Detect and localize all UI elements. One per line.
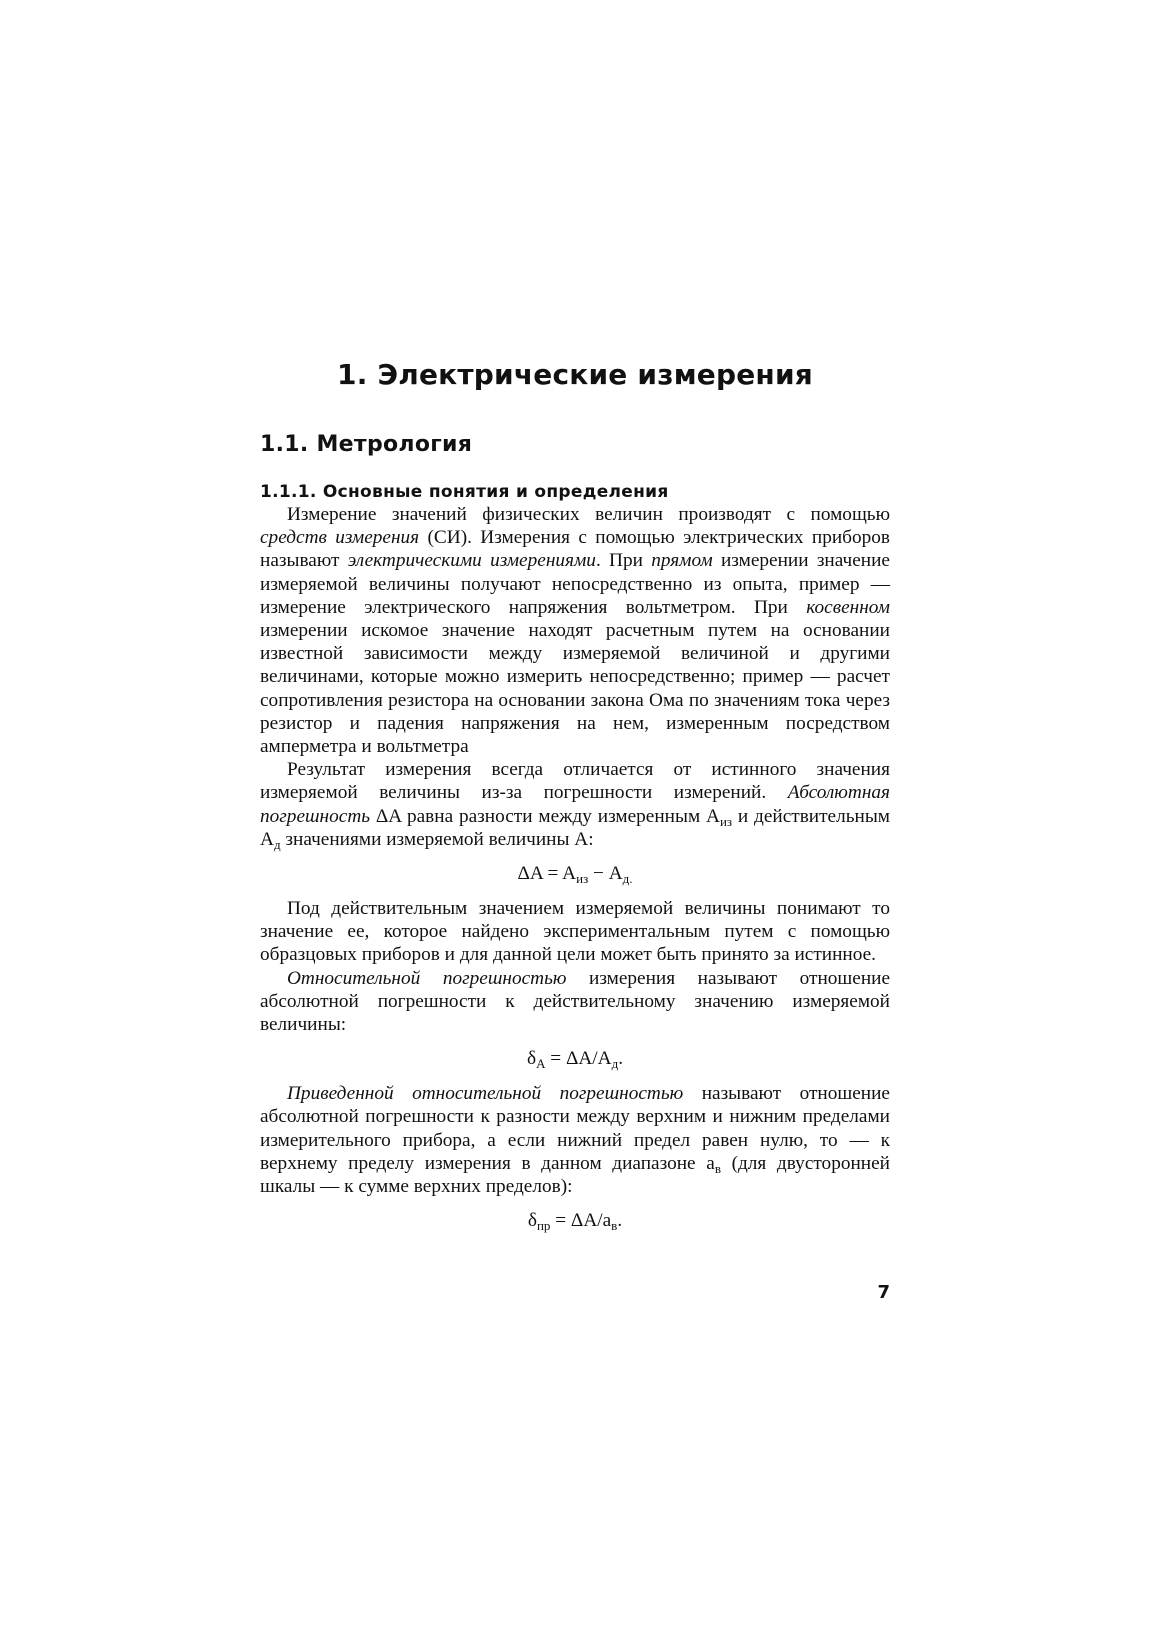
- formula-part: δ: [527, 1210, 537, 1232]
- chapter-title: 1. Электрические измерения: [337, 358, 813, 391]
- paragraph-text: измерении искомое значение находят расчетным путем на основании известной зависимости между измеряемой величиной и другими величинами, которые можно измерить непосредственно; пример — расчет сопротивления резистора на основании закона Ома по значениям тока через резистор и падения напряжения на нем, измеренным посредством амперметра и вольтметра: [260, 620, 890, 758]
- term-measuring-instruments: средств измерения: [260, 527, 420, 549]
- formula-relative-error: [260, 1047, 890, 1071]
- paragraph-absolute-error: [260, 758, 890, 851]
- paragraph-text: значениями измеряемой величины A:: [280, 828, 594, 850]
- paragraph-text: . При: [595, 550, 652, 572]
- paragraph-text: Под действительным значением измеряемой величины понимают то значение ее, которое найдено экспериментальным путем с помощью образцовых приборов и для данной цели может быть принято за истинное.: [260, 898, 890, 966]
- formula-part: ΔA = A: [517, 863, 577, 885]
- paragraph-text: и действительным A: [260, 805, 890, 850]
- subscript: в: [611, 1218, 618, 1234]
- paragraph-text: ΔA равна разности между измеренным A: [370, 805, 720, 827]
- term-absolute-error: Абсолютная погрешность: [260, 782, 890, 827]
- formula-reduced-error: [260, 1209, 890, 1233]
- paragraph-text: Измерение значений физических величин производят с помощью: [287, 504, 890, 525]
- formula-part: δ: [526, 1048, 537, 1070]
- formula-part: .: [617, 1210, 623, 1232]
- subscript: из: [719, 813, 733, 829]
- paragraph-text: измерения называют отношение абсолютной погрешности к действительному значению измеряемой величины:: [260, 967, 891, 1036]
- paragraph-actual-value: [260, 897, 890, 967]
- formula-part: = ΔA/a: [550, 1210, 612, 1232]
- paragraph-text: (для двусторонней шкалы — к сумме верхних пределов):: [260, 1152, 890, 1198]
- term-direct: прямом: [651, 550, 713, 572]
- page-number: 7: [877, 1282, 890, 1303]
- term-electrical-measurements: электрическими измерениями: [347, 550, 596, 572]
- paragraph-reduced-error: [260, 1082, 890, 1198]
- term-indirect: косвенном: [806, 596, 890, 618]
- subscript: д: [273, 836, 281, 852]
- term-relative-error: Относительной погрешностью: [287, 967, 567, 989]
- paragraph-relative-error: [260, 967, 890, 1037]
- formula-part: .: [618, 1048, 624, 1070]
- formula-absolute-error: [260, 862, 890, 886]
- paragraph-measurement-types: [260, 503, 890, 758]
- term-reduced-error: Приведенной относительной погрешностью: [287, 1083, 684, 1105]
- subscript: в: [714, 1160, 721, 1176]
- paragraph-text: Результат измерения всегда отличается от истинного значения измеряемой величины из-за погрешности измерений.: [260, 759, 890, 804]
- body-text: [260, 503, 890, 1233]
- paragraph-text: измерении значение измеряемой величины получают непосредственно из опыта, пример — измерение электрического напряжения вольтметром. При: [260, 550, 890, 618]
- subscript: из: [576, 871, 589, 887]
- subscript: A: [536, 1056, 546, 1072]
- formula-part: − A: [588, 863, 623, 885]
- paragraph-text: (СИ). Измерения с помощью электрических приборов называют: [260, 527, 890, 572]
- section-title: 1.1. Метрология: [260, 432, 473, 457]
- paragraph-text: называют отношение абсолютной погрешности к разности между верхним и нижним пределами измерительного прибора, а если нижний предел равен нулю, то — к верхнему пределу измерения в данном диапазоне a: [260, 1083, 890, 1174]
- subscript: д: [611, 1056, 619, 1072]
- subsection-title: 1.1.1. Основные понятия и определения: [260, 482, 669, 502]
- subscript: д.: [622, 871, 633, 887]
- subscript: пр: [536, 1218, 551, 1234]
- formula-part: = ΔA/A: [545, 1048, 612, 1070]
